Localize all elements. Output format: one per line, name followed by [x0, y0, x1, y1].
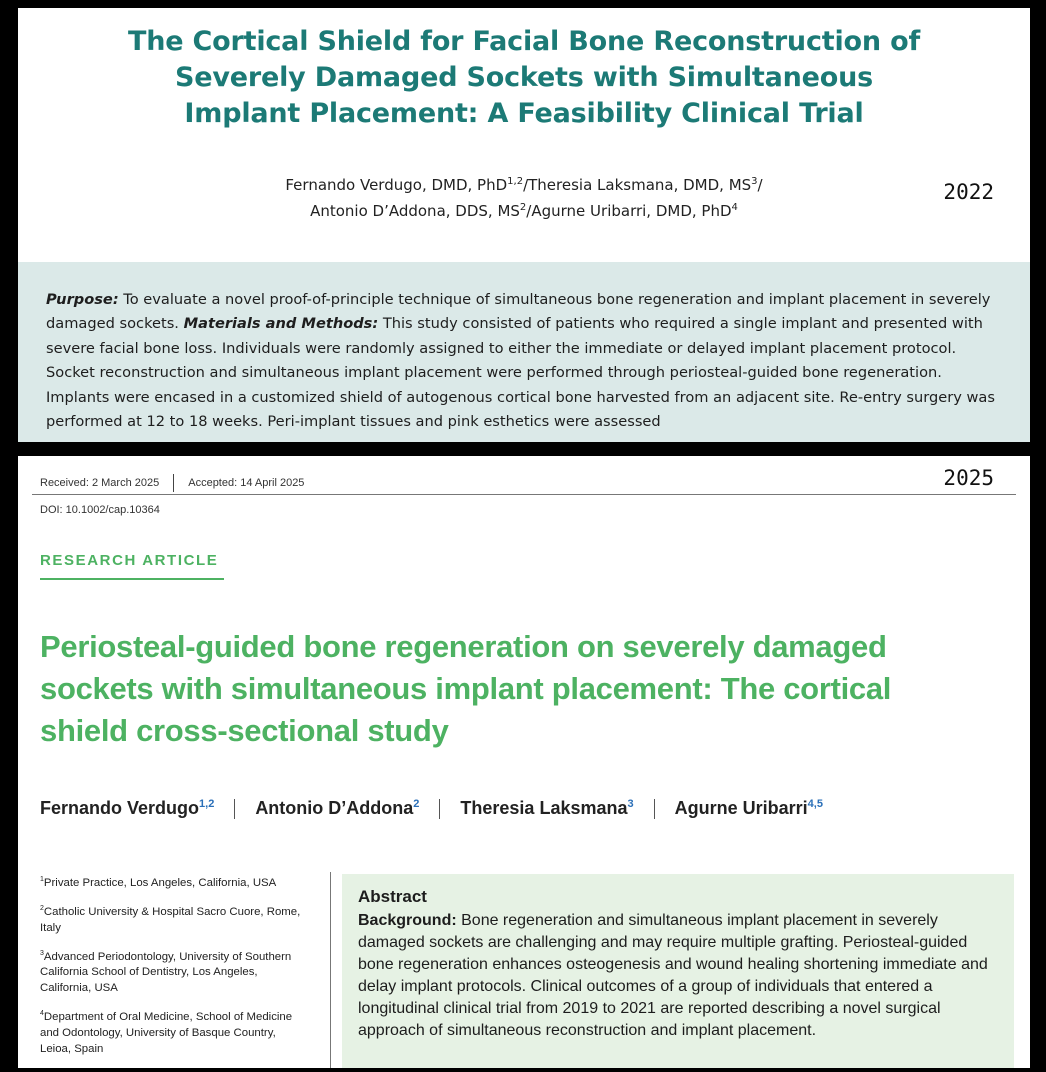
affiliation: $^2$Catholic University & Hospital Sacro Cuore, Rome, Italy	[40, 904, 301, 934]
affiliation: $^4$Department of Oral Medicine, School of Medicine and Odontology, University of Basque Country, Leioa, Spain	[40, 1010, 293, 1056]
title-line: Severely Damaged Sockets with Simultaneous	[175, 62, 873, 93]
authors-line: Fernando Verdugo, DMD, PhD$^{1,2}$/Theresia Laksmana, DMD, $MS^3/$	[285, 176, 763, 194]
abstract-heading: Abstract	[358, 887, 427, 906]
article-2022-abstract: Purpose: To evaluate a novel proof-of-principle technique of simultaneous bone regeneration and implant placement in severely damaged sockets. Materials and Methods: This study consisted of patients who required a single implant and presented with severe facial bone loss. Individuals were randomly assigned to either the immediate or delayed implant placement protocol. Socket reconstruction and simultaneous implant placement were performed through periosteal-guided bone regeneration. Implants were encased in a customized shield of autogenous cortical bone harvested from an adjacent site. Re-entry surgery was performed at 12 to 18 weeks. Peri-implant tissues and pink esthetics were assessed	[18, 262, 1030, 442]
divider	[234, 799, 235, 819]
section-underline	[40, 578, 224, 580]
affiliation: $^1$Private Practice, Los Angeles, California, USA	[40, 876, 277, 889]
author[interactable]: Fernando Verdugo$^{1,2}$	[40, 798, 215, 818]
accepted-date: Accepted: 14 April 2025	[188, 477, 305, 489]
divider	[173, 474, 174, 492]
title-line: The Cortical Shield for Facial Bone Reconstruction of	[127, 26, 920, 57]
background-label: Background:	[358, 912, 457, 929]
abstract-body: Background: Bone regeneration and simultaneous implant placement in severely damaged sockets are challenging and may require multiple grafting. Periosteal-guided bone regeneration enhances osteogenesis and wound healing shortening immediate and delay implant protocols. Clinical outcomes of a group of individuals that entered a longitudinal clinical trial from 2019 to 2021 are reported describing a novel surgical approach of simultaneous reconstruction and implant placement.	[358, 912, 988, 1039]
article-2025-authors	[40, 798, 823, 819]
affiliations	[40, 872, 308, 1067]
received-accepted-row	[40, 474, 304, 492]
article-2025-panel	[18, 456, 1030, 1068]
title-line: Implant Placement: A Feasibility Clinical Trial	[184, 98, 864, 129]
title-line: shield cross-sectional study	[40, 713, 449, 748]
author[interactable]: Theresia Laksmana$^3$	[460, 798, 634, 818]
title-line: Periosteal-guided bone regeneration on severely damaged	[40, 629, 887, 664]
year-annotation: 2025	[943, 466, 994, 490]
divider	[654, 799, 655, 819]
year-annotation: 2022	[943, 180, 994, 204]
header-rule	[32, 494, 1016, 495]
author[interactable]: Agurne Uribarri$^{4,5}$	[674, 798, 823, 818]
article-2025-title	[40, 626, 960, 752]
article-2025-abstract	[342, 874, 1014, 1068]
purpose-label: Purpose:	[46, 291, 119, 308]
section-label: RESEARCH ARTICLE	[40, 552, 219, 569]
column-divider	[330, 872, 331, 1068]
divider	[439, 799, 440, 819]
methods-label: Materials and Methods:	[183, 315, 379, 333]
article-2022-panel	[18, 8, 1030, 442]
article-2022-authors	[18, 172, 1030, 224]
affiliation: $^3$Advanced Periodontology, University of Southern California School of Dentistry, Los Angeles, California, USA	[40, 949, 292, 995]
received-date: Received: 2 March 2025	[40, 477, 160, 489]
title-line: sockets with simultaneous implant placement: The cortical	[40, 671, 892, 706]
author[interactable]: Antonio D’Addona$^2$	[255, 798, 420, 818]
doi: DOI: 10.1002/cap.10364	[40, 504, 160, 516]
authors-line: Antonio D’Addona, DDS, $MS^2$/Agurne Uribarri, DMD, PhD$^4$	[310, 202, 738, 220]
article-2022-title	[18, 24, 1030, 132]
